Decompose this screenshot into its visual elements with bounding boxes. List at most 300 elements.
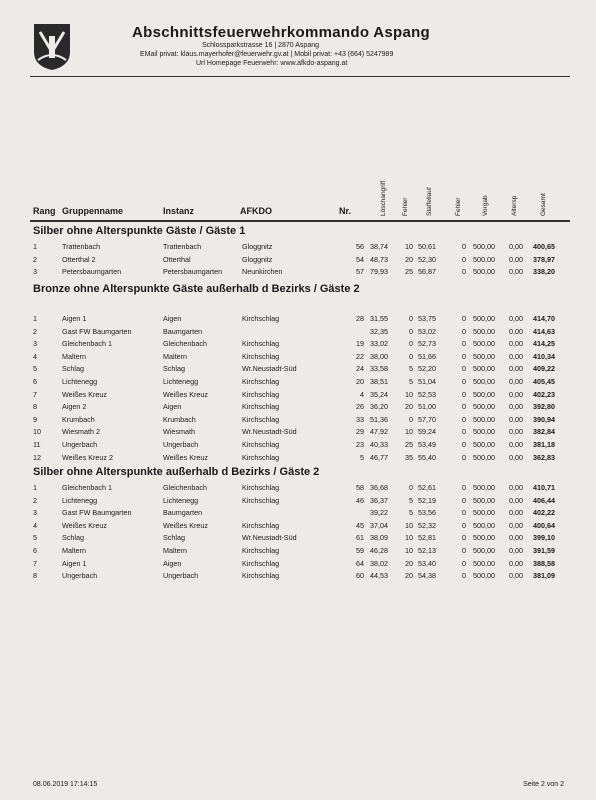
cell-fehler1: 20 [405,571,413,581]
cell-rang: 12 [33,452,41,462]
section-title: Silber ohne Alterspunkte außerhalb d Bezirks / Gäste 2 [33,466,320,478]
cell-staffellauf: 52,19 [418,495,436,505]
cell-vorgab: 500,00 [473,440,495,449]
cell-instanz: Baumgarten [163,508,203,518]
cell-gruppenname: Maltern [62,546,86,555]
cell-instanz: Trattenbach [163,242,202,251]
cell-fehler2: 0 [462,495,466,505]
cell-instanz: Krumbach [163,414,196,424]
cell-staffellauf: 51,66 [418,351,436,361]
cell-vorgab: 500,00 [473,558,495,568]
cell-vorgab: 500,00 [473,520,495,530]
cell-afkdo: Kirchschlag [242,571,280,581]
cell-loeschangriff: 44,53 [370,571,388,581]
cell-instanz: Weißes Kreuz [163,452,209,462]
table-row [0,362,596,375]
cell-gesamt: 409,22 [533,364,555,374]
cell-gesamt: 388,58 [533,558,555,568]
cell-loeschangriff: 38,74 [370,242,388,251]
cell-loeschangriff: 36,37 [370,495,388,505]
cell-gruppenname: Krumbach [62,414,95,424]
cell-instanz: Weißes Kreuz [163,389,209,399]
cell-afkdo: Kirchschlag [242,495,280,505]
cell-fehler2: 0 [462,326,466,336]
cell-gesamt: 381,18 [533,440,555,449]
cell-fehler1: 35 [405,452,413,462]
cell-fehler2: 0 [462,389,466,399]
cell-rang: 7 [33,558,37,568]
col-gesamt: Gesamt [540,193,547,216]
cell-fehler1: 0 [409,483,413,492]
cell-gesamt: 400,65 [533,242,555,251]
cell-fehler1: 25 [405,440,413,449]
col-rang: Rang [33,206,56,216]
cell-afkdo: Kirchschlag [242,440,280,449]
cell-fehler2: 0 [462,339,466,349]
cell-instanz: Gleichenbach [163,483,207,492]
cell-afkdo: Kirchschlag [242,351,280,361]
cell-fehler2: 0 [462,427,466,437]
col-fehler1: Fehler [402,197,409,216]
cell-rang: 11 [33,440,41,449]
cell-altersp: 0,00 [509,389,523,399]
cell-fehler1: 20 [405,402,413,412]
table-row [0,240,596,253]
table-row [0,265,596,278]
cell-fehler2: 0 [462,402,466,412]
table-row [0,481,596,494]
cell-vorgab: 500,00 [473,495,495,505]
cell-afkdo: Kirchschlag [242,402,280,412]
cell-instanz: Maltern [163,546,187,555]
table-row [0,253,596,266]
cell-gesamt: 414,25 [533,339,555,349]
cell-staffellauf: 51,04 [418,377,436,386]
cell-rang: 6 [33,377,37,386]
cell-altersp: 0,00 [509,314,523,323]
cell-fehler2: 0 [462,452,466,462]
cell-gesamt: 405,45 [533,377,555,386]
cell-altersp: 0,00 [509,339,523,349]
cell-vorgab: 500,00 [473,389,495,399]
cell-vorgab: 500,00 [473,483,495,492]
cell-gesamt: 414,70 [533,314,555,323]
footer-timestamp: 08.06.2019 17:14:15 [33,781,98,788]
cell-gruppenname: Aigen 2 [62,402,87,412]
cell-vorgab: 500,00 [473,377,495,386]
cell-nr: 60 [356,571,364,581]
cell-rang: 4 [33,351,37,361]
cell-nr: 23 [356,440,364,449]
cell-rang: 1 [33,483,37,492]
table-row [0,400,596,413]
section-title: Silber ohne Alterspunkte Gäste / Gäste 1 [33,225,246,237]
cell-afkdo: Gloggnitz [242,242,273,251]
cell-altersp: 0,00 [509,520,523,530]
col-fehler2: Fehler [455,197,462,216]
col-gruppenname: Gruppenname [62,206,124,216]
table-row [0,388,596,401]
cell-vorgab: 500,00 [473,254,495,264]
cell-staffellauf: 53,02 [418,326,436,336]
cell-vorgab: 500,00 [473,242,495,251]
cell-vorgab: 500,00 [473,326,495,336]
cell-vorgab: 500,00 [473,351,495,361]
cell-fehler1: 20 [405,254,413,264]
cell-fehler2: 0 [462,520,466,530]
cell-vorgab: 500,00 [473,339,495,349]
cell-nr: 57 [356,267,364,277]
cell-gesamt: 399,10 [533,533,555,543]
header-contact: EMail privat: klaus.mayerhofer@feuerwehr.gv.at | Mobil privat: +43 (664) 5247989 [140,51,394,58]
col-altersp: Altersp [511,195,518,216]
fire-brigade-logo [32,22,72,72]
cell-nr: 29 [356,427,364,437]
cell-altersp: 0,00 [509,414,523,424]
cell-staffellauf: 57,70 [418,414,436,424]
cell-afkdo: Wr.Neustadt-Süd [242,427,297,437]
table-row [0,413,596,426]
cell-loeschangriff: 51,36 [370,414,388,424]
cell-nr: 4 [360,389,364,399]
cell-gesamt: 390,94 [533,414,555,424]
cell-instanz: Baumgarten [163,326,203,336]
cell-loeschangriff: 37,04 [370,520,388,530]
cell-afkdo: Kirchschlag [242,520,280,530]
cell-loeschangriff: 39,22 [370,508,388,518]
cell-instanz: Otterthal [163,254,191,264]
cell-nr: 26 [356,402,364,412]
cell-instanz: Lichtenegg [163,377,199,386]
cell-afkdo: Wr.Neustadt-Süd [242,364,297,374]
cell-fehler1: 5 [409,508,413,518]
cell-loeschangriff: 33,02 [370,339,388,349]
cell-gruppenname: Lichtenegg [62,377,98,386]
cell-gruppenname: Gleichenbach 1 [62,339,112,349]
cell-gruppenname: Weißes Kreuz 2 [62,452,113,462]
cell-fehler1: 0 [409,339,413,349]
cell-altersp: 0,00 [509,377,523,386]
cell-staffellauf: 53,49 [418,440,436,449]
cell-fehler2: 0 [462,254,466,264]
cell-afkdo: Wr.Neustadt-Süd [242,533,297,543]
cell-fehler2: 0 [462,571,466,581]
cell-loeschangriff: 47,92 [370,427,388,437]
cell-altersp: 0,00 [509,452,523,462]
table-row [0,494,596,507]
cell-fehler1: 20 [405,558,413,568]
cell-vorgab: 500,00 [473,427,495,437]
cell-afkdo: Kirchschlag [242,558,280,568]
cell-fehler2: 0 [462,533,466,543]
cell-staffellauf: 56,87 [418,267,436,277]
cell-nr: 5 [360,452,364,462]
cell-rang: 6 [33,546,37,555]
cell-nr: 28 [356,314,364,323]
cell-vorgab: 500,00 [473,508,495,518]
cell-nr: 45 [356,520,364,530]
cell-nr: 20 [356,377,364,386]
cell-afkdo: Gloggnitz [242,254,273,264]
cell-fehler1: 10 [405,389,413,399]
cell-fehler1: 5 [409,364,413,374]
cell-instanz: Gleichenbach [163,339,207,349]
cell-fehler1: 0 [409,351,413,361]
cell-gesamt: 402,23 [533,389,555,399]
cell-altersp: 0,00 [509,508,523,518]
cell-nr: 46 [356,495,364,505]
cell-nr: 24 [356,364,364,374]
cell-rang: 7 [33,389,37,399]
cell-rang: 5 [33,533,37,543]
cell-gruppenname: Weißes Kreuz [62,389,108,399]
cell-gruppenname: Petersbaumgarten [62,267,122,277]
table-row [0,506,596,519]
cell-afkdo: Kirchschlag [242,483,280,492]
cell-altersp: 0,00 [509,571,523,581]
cell-staffellauf: 52,61 [418,483,436,492]
cell-instanz: Ungerbach [163,571,199,581]
cell-loeschangriff: 48,73 [370,254,388,264]
cell-instanz: Maltern [163,351,187,361]
col-vorgab: Vorgab [482,195,489,216]
cell-rang: 1 [33,314,37,323]
table-row [0,438,596,451]
cell-gesamt: 410,71 [533,483,555,492]
cell-nr: 56 [356,242,364,251]
cell-fehler1: 0 [409,326,413,336]
cell-gruppenname: Lichtenegg [62,495,98,505]
cell-fehler2: 0 [462,558,466,568]
table-row [0,544,596,557]
cell-altersp: 0,00 [509,495,523,505]
cell-fehler1: 10 [405,533,413,543]
cell-staffellauf: 52,13 [418,546,436,555]
cell-instanz: Aigen [163,402,182,412]
cell-rang: 1 [33,242,37,251]
cell-gesamt: 391,59 [533,546,555,555]
cell-staffellauf: 54,38 [418,571,436,581]
cell-altersp: 0,00 [509,546,523,555]
cell-altersp: 0,00 [509,242,523,251]
cell-instanz: Ungerbach [163,440,199,449]
cell-gruppenname: Schlag [62,364,84,374]
cell-altersp: 0,00 [509,267,523,277]
col-staffellauf: Staffellauf [426,187,433,216]
cell-loeschangriff: 32,35 [370,326,388,336]
cell-gruppenname: Trattenbach [62,242,101,251]
cell-staffellauf: 52,20 [418,364,436,374]
cell-staffellauf: 51,00 [418,402,436,412]
footer-page-number: Seite 2 von 2 [523,781,564,788]
table-row [0,312,596,325]
cell-loeschangriff: 38,51 [370,377,388,386]
cell-fehler2: 0 [462,414,466,424]
cell-altersp: 0,00 [509,254,523,264]
cell-fehler2: 0 [462,267,466,277]
cell-loeschangriff: 79,93 [370,267,388,277]
cell-fehler2: 0 [462,364,466,374]
cell-loeschangriff: 46,77 [370,452,388,462]
cell-rang: 8 [33,571,37,581]
cell-rang: 3 [33,339,37,349]
cell-instanz: Lichtenegg [163,495,199,505]
cell-instanz: Schlag [163,364,185,374]
table-row [0,425,596,438]
cell-fehler2: 0 [462,508,466,518]
cell-fehler2: 0 [462,546,466,555]
cell-staffellauf: 53,75 [418,314,436,323]
cell-staffellauf: 50,61 [418,242,436,251]
cell-gesamt: 406,44 [533,495,555,505]
cell-rang: 9 [33,414,37,424]
cell-instanz: Schlag [163,533,185,543]
cell-loeschangriff: 38,09 [370,533,388,543]
cell-afkdo: Neunkirchen [242,267,283,277]
header-url: Url Homepage Feuerwehr: www.afkdo-aspang.at [196,60,348,67]
cell-loeschangriff: 40,33 [370,440,388,449]
cell-gruppenname: Gast FW Baumgarten [62,508,132,518]
cell-nr: 64 [356,558,364,568]
cell-gesamt: 381,09 [533,571,555,581]
cell-gruppenname: Otterthal 2 [62,254,96,264]
col-afkdo: AFKDO [240,206,272,216]
cell-vorgab: 500,00 [473,314,495,323]
cell-fehler2: 0 [462,440,466,449]
table-row [0,375,596,388]
cell-nr: 54 [356,254,364,264]
cell-afkdo: Kirchschlag [242,452,280,462]
cell-altersp: 0,00 [509,558,523,568]
cell-fehler1: 25 [405,267,413,277]
cell-vorgab: 500,00 [473,364,495,374]
table-row [0,451,596,464]
cell-gruppenname: Schlag [62,533,84,543]
cell-gesamt: 414,63 [533,326,555,336]
cell-gesamt: 338,20 [533,267,555,277]
table-row [0,350,596,363]
table-header-rule [30,220,570,222]
cell-nr: 22 [356,351,364,361]
header-title: Abschnittsfeuerwehrkommando Aspang [132,24,431,41]
cell-loeschangriff: 36,68 [370,483,388,492]
cell-rang: 2 [33,326,37,336]
cell-fehler1: 10 [405,242,413,251]
table-row [0,337,596,350]
cell-rang: 5 [33,364,37,374]
cell-fehler1: 10 [405,546,413,555]
cell-staffellauf: 52,73 [418,339,436,349]
cell-rang: 2 [33,254,37,264]
cell-fehler2: 0 [462,483,466,492]
cell-loeschangriff: 35,24 [370,389,388,399]
cell-loeschangriff: 33,58 [370,364,388,374]
cell-rang: 8 [33,402,37,412]
cell-staffellauf: 52,30 [418,254,436,264]
table-row [0,531,596,544]
cell-nr: 59 [356,546,364,555]
cell-vorgab: 500,00 [473,452,495,462]
cell-gruppenname: Aigen 1 [62,314,87,323]
cell-vorgab: 500,00 [473,546,495,555]
cell-gruppenname: Gleichenbach 1 [62,483,112,492]
cell-nr: 58 [356,483,364,492]
cell-fehler2: 0 [462,242,466,251]
cell-fehler2: 0 [462,351,466,361]
cell-altersp: 0,00 [509,533,523,543]
cell-vorgab: 500,00 [473,571,495,581]
cell-staffellauf: 59,24 [418,427,436,437]
cell-staffellauf: 53,40 [418,558,436,568]
cell-altersp: 0,00 [509,483,523,492]
table-row [0,569,596,582]
cell-rang: 2 [33,495,37,505]
cell-rang: 10 [33,427,41,437]
cell-fehler1: 10 [405,427,413,437]
cell-fehler1: 10 [405,520,413,530]
cell-fehler1: 5 [409,377,413,386]
cell-rang: 3 [33,508,37,518]
table-row [0,325,596,338]
cell-gesamt: 362,83 [533,452,555,462]
cell-vorgab: 500,00 [473,533,495,543]
cell-fehler1: 5 [409,495,413,505]
col-nr: Nr. [339,206,352,216]
cell-staffellauf: 53,56 [418,508,436,518]
cell-fehler1: 0 [409,314,413,323]
cell-afkdo: Kirchschlag [242,377,280,386]
cell-staffellauf: 55,40 [418,452,436,462]
cell-instanz: Wiesmath [163,427,195,437]
col-instanz: Instanz [163,206,195,216]
cell-altersp: 0,00 [509,427,523,437]
header-rule [30,76,570,77]
cell-rang: 3 [33,267,37,277]
cell-gesamt: 400,64 [533,520,555,530]
cell-nr: 61 [356,533,364,543]
cell-fehler1: 0 [409,414,413,424]
cell-instanz: Aigen [163,558,182,568]
cell-gruppenname: Ungerbach [62,440,98,449]
cell-instanz: Petersbaumgarten [163,267,223,277]
cell-gruppenname: Weißes Kreuz [62,520,108,530]
cell-staffellauf: 52,32 [418,520,436,530]
cell-gesamt: 382,84 [533,427,555,437]
cell-gesamt: 410,34 [533,351,555,361]
cell-loeschangriff: 38,02 [370,558,388,568]
cell-rang: 4 [33,520,37,530]
cell-instanz: Aigen [163,314,182,323]
cell-vorgab: 500,00 [473,402,495,412]
cell-loeschangriff: 36,20 [370,402,388,412]
cell-fehler2: 0 [462,377,466,386]
cell-loeschangriff: 46,28 [370,546,388,555]
cell-gesamt: 392,80 [533,402,555,412]
cell-gruppenname: Ungerbach [62,571,98,581]
cell-gruppenname: Aigen 1 [62,558,87,568]
cell-altersp: 0,00 [509,364,523,374]
cell-fehler2: 0 [462,314,466,323]
cell-staffellauf: 52,81 [418,533,436,543]
table-row [0,519,596,532]
cell-afkdo: Kirchschlag [242,314,280,323]
col-loeschangriff: Löschangriff [380,180,387,216]
cell-vorgab: 500,00 [473,267,495,277]
cell-staffellauf: 52,53 [418,389,436,399]
cell-altersp: 0,00 [509,440,523,449]
cell-nr: 19 [356,339,364,349]
cell-afkdo: Kirchschlag [242,339,280,349]
